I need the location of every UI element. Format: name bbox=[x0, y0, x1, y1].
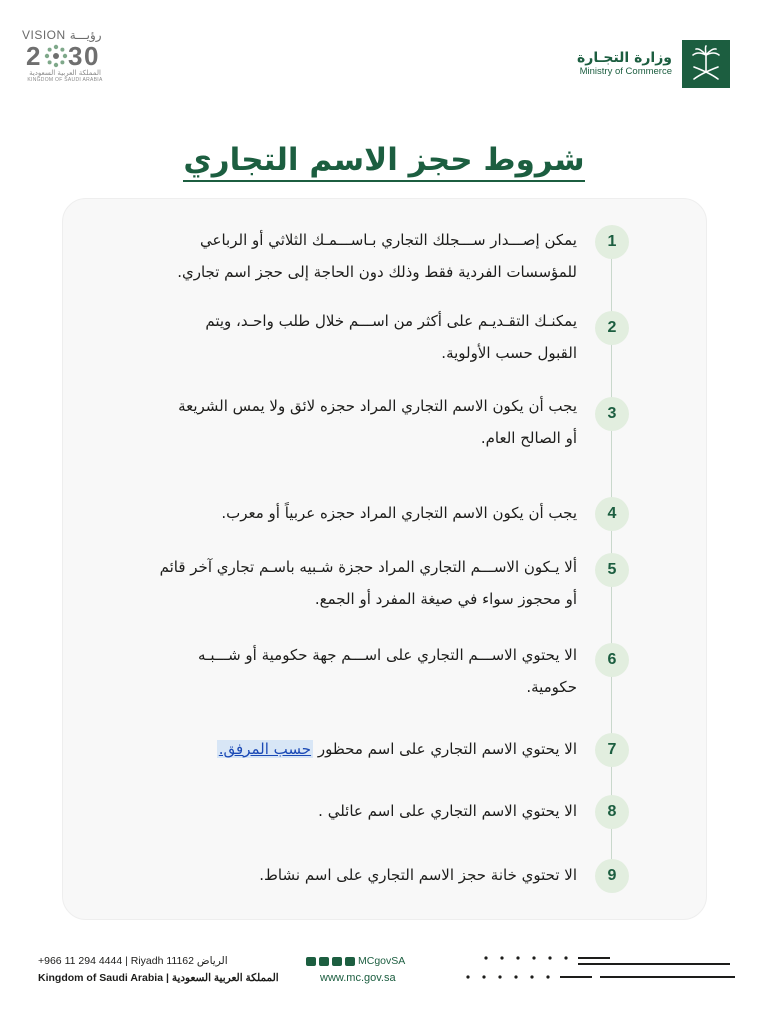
ministry-name-ar: وزارة التجـارة bbox=[577, 50, 672, 66]
condition-line: أو محجوز سواء في صيغة المفرد أو الجمع. bbox=[314, 590, 577, 608]
social-handle[interactable]: MCgovSA bbox=[358, 955, 406, 967]
condition-text bbox=[91, 795, 577, 827]
palm-swords-emblem-icon bbox=[682, 40, 730, 88]
vision-kingdom-ar: المملكة العربية السعودية bbox=[29, 69, 101, 77]
youtube-icon[interactable] bbox=[345, 957, 355, 966]
facebook-icon[interactable] bbox=[319, 957, 329, 966]
twitter-icon[interactable] bbox=[306, 957, 316, 966]
instagram-icon[interactable] bbox=[332, 957, 342, 966]
footer-decoration bbox=[460, 955, 740, 983]
vision-2030-logo bbox=[22, 28, 112, 90]
footer-phone-address: +966 11 294 4444 | Riyadh 11162 الرياض bbox=[38, 955, 228, 967]
condition-line: القبول حسب الأولوية. bbox=[441, 344, 577, 362]
condition-line: حكومية. bbox=[526, 678, 577, 696]
vision-year-digit: 0 bbox=[84, 41, 99, 71]
condition-text bbox=[91, 497, 577, 529]
vision-label-ar: رؤيـــة bbox=[69, 28, 102, 42]
conditions-panel bbox=[62, 198, 707, 920]
condition-text bbox=[91, 551, 577, 615]
footer-social bbox=[306, 955, 405, 967]
vision-label: VISION bbox=[22, 28, 66, 42]
condition-line: الا يحتوي الاسم التجاري على اسم عائلي . bbox=[318, 802, 577, 820]
page-title bbox=[0, 140, 768, 182]
footer-website-link[interactable]: www.mc.gov.sa bbox=[320, 972, 396, 984]
condition-line: الا يحتوي الاسم التجاري على اسم محظور bbox=[317, 740, 577, 758]
condition-number-badge: 3 bbox=[595, 397, 629, 431]
condition-text bbox=[91, 859, 577, 891]
condition-number-badge: 9 bbox=[595, 859, 629, 893]
condition-text bbox=[91, 305, 577, 369]
vision-year-digit: 3 bbox=[68, 41, 83, 71]
ministry-logo bbox=[577, 40, 730, 88]
condition-number-badge: 4 bbox=[595, 497, 629, 531]
ministry-name-en: Ministry of Commerce bbox=[579, 66, 672, 77]
condition-text bbox=[91, 733, 577, 765]
condition-line: الا تحتوي خانة حجز الاسم التجاري على اسم نشاط. bbox=[259, 866, 577, 884]
attachment-link[interactable]: حسب المرفق. bbox=[218, 740, 312, 758]
condition-number-badge: 5 bbox=[595, 553, 629, 587]
condition-line: يمكنـك التقـديـم على أكثر من اســـم خلال طلب واحـد، ويتم bbox=[205, 312, 577, 330]
condition-text bbox=[91, 224, 577, 288]
condition-number-badge: 7 bbox=[595, 733, 629, 767]
condition-number-badge: 8 bbox=[595, 795, 629, 829]
vision-year bbox=[22, 43, 112, 69]
condition-line: للمؤسسات الفردية فقط وذلك دون الحاجة إلى حجز اسم تجاري. bbox=[177, 263, 577, 281]
vision-kingdom-en: KINGDOM OF SAUDI ARABIA bbox=[27, 77, 103, 83]
condition-number-badge: 1 bbox=[595, 225, 629, 259]
condition-number-badge: 2 bbox=[595, 311, 629, 345]
condition-text bbox=[91, 639, 577, 703]
condition-line: يمكن إصـــدار ســـجلك التجاري بـاســـمـك الثلاثي أو الرباعي bbox=[200, 231, 577, 249]
condition-line: ألا يـكون الاســـم التجاري المراد حجزة شـبيه باسـم تجاري آخر قائم bbox=[159, 558, 577, 576]
condition-line: يجب أن يكون الاسم التجاري المراد حجزه لائق ولا يمس الشريعة bbox=[178, 397, 577, 415]
condition-line: يجب أن يكون الاسم التجاري المراد حجزه عربياً أو معرب. bbox=[221, 504, 577, 522]
condition-number-badge: 6 bbox=[595, 643, 629, 677]
condition-line: الا يحتوي الاســـم التجاري على اســـم جهة حكومية أو شـــبـه bbox=[197, 646, 577, 664]
vision-flower-icon bbox=[44, 44, 68, 68]
condition-text bbox=[91, 390, 577, 454]
vision-year-digit: 2 bbox=[26, 41, 41, 71]
page-title-text: شروط حجز الاسم التجاري bbox=[183, 140, 584, 182]
footer-kingdom: Kingdom of Saudi Arabia | المملكة العربية السعودية bbox=[38, 972, 279, 984]
condition-line: أو الصالح العام. bbox=[480, 429, 577, 447]
